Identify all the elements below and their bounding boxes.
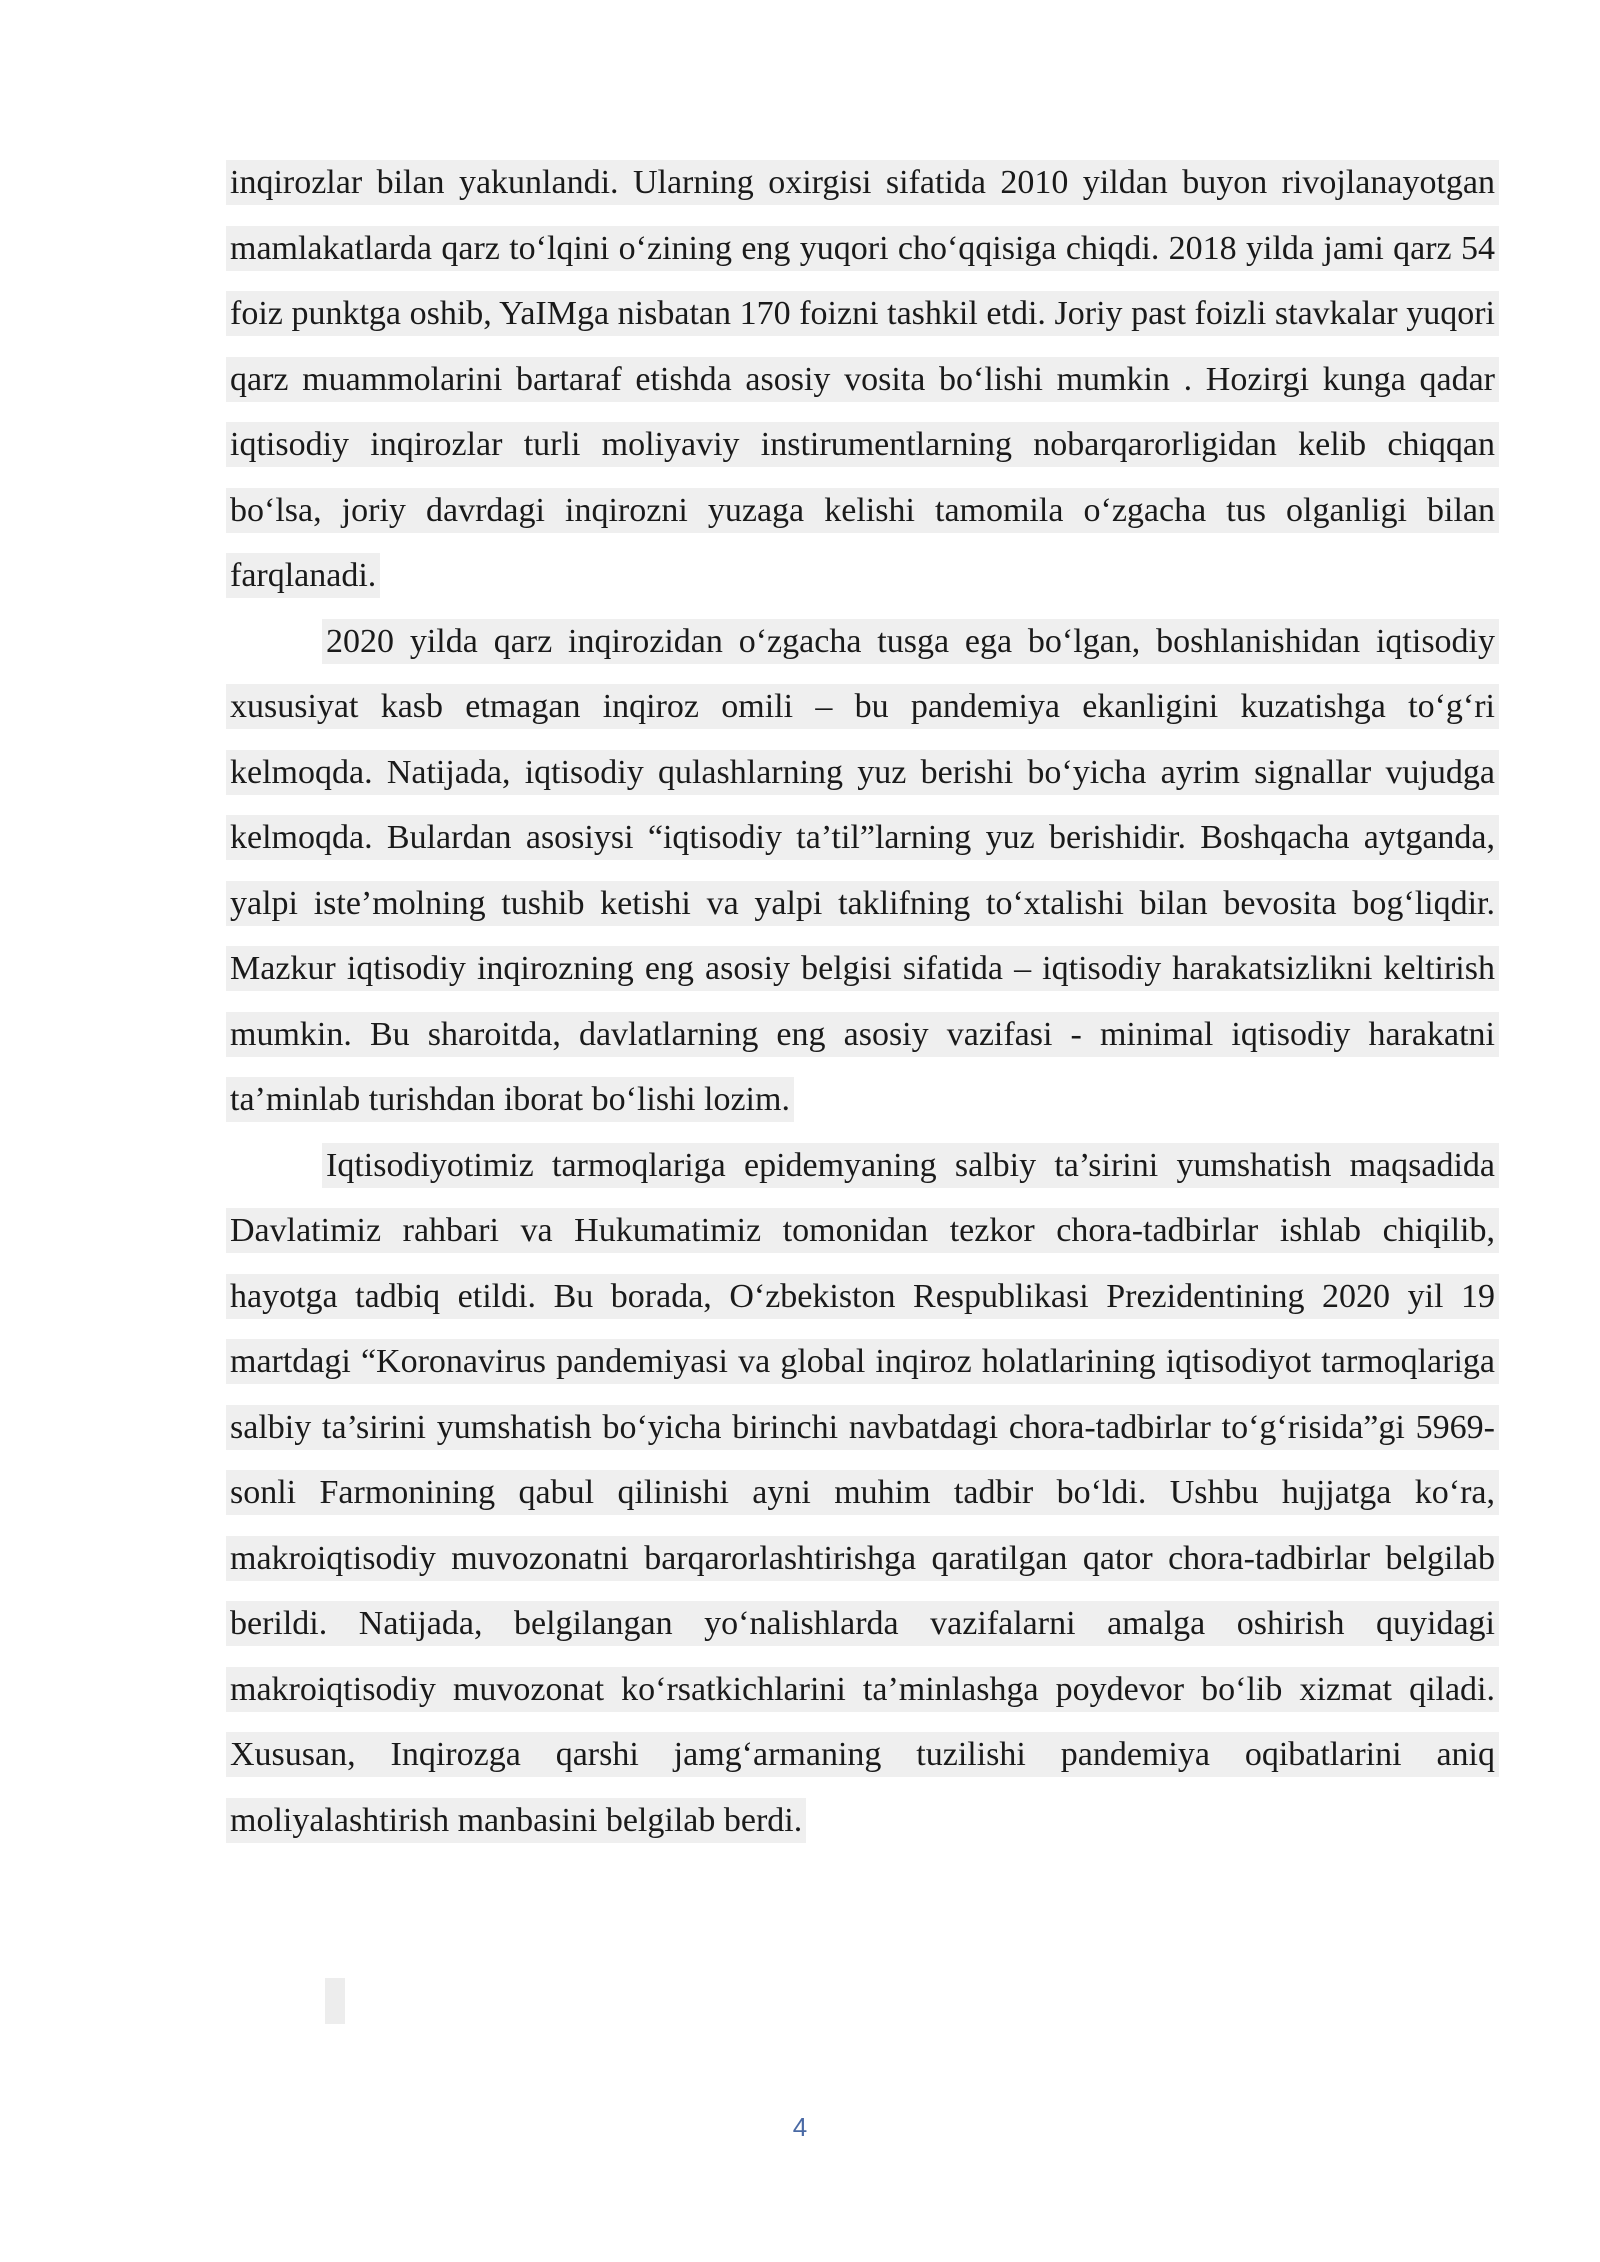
- paragraph-1: [230, 150, 1495, 609]
- paragraph-1-text: inqirozlar bilan yakunlandi. Ularning oxirgisi sifatida 2010 yildan buyon rivojlanayotgan mamlakatlarda qarz toʻlqini oʻzining eng yuqori choʻqqisiga chiqdi. 2018 yilda jami qarz 54 foiz punktga oshib, YaIMga nisbatan 170 foizni tashkil etdi. Joriy past foizli stavkalar yuqori qarz muammolarini bartaraf etishda asosiy vosita boʻlishi mumkin . Hozirgi kunga qadar iqtisodiy inqirozlar turli moliyaviy instirumentlarning nobarqarorligidan kelib chiqqan boʻlsa, joriy davrdagi inqirozni yuzaga kelishi tamomila oʻzgacha tus olganligi bilan farqlanadi.: [230, 164, 1495, 594]
- paragraph-2: [230, 609, 1495, 1133]
- body-text: [230, 150, 1495, 1853]
- empty-line-highlight: [325, 1978, 345, 2024]
- paragraph-2-text: 2020 yilda qarz inqirozidan oʻzgacha tusga ega boʻlgan, boshlanishidan iqtisodiy xususiyat kasb etmagan inqiroz omili – bu pandemiya ekanligini kuzatishga toʻgʻri kelmoqda. Natijada, iqtisodiy qulashlarning yuz berishi boʻyicha ayrim signallar vujudga kelmoqda. Bulardan asosiysi “iqtisodiy ta’til”larning yuz berishidir. Boshqacha aytganda, yalpi iste’molning tushib ketishi va yalpi taklifning toʻxtalishi bilan bevosita bogʻliqdir. Mazkur iqtisodiy inqirozning eng asosiy belgisi sifatida – iqtisodiy harakatsizlikni keltirish mumkin. Bu sharoitda, davlatlarning eng asosiy vazifasi - minimal iqtisodiy harakatni ta’minlab turishdan iborat boʻlishi lozim.: [230, 622, 1495, 1118]
- paragraph-3: [230, 1133, 1495, 1854]
- paragraph-3-text: Iqtisodiyotimiz tarmoqlariga epidemyaning salbiy ta’sirini yumshatish maqsadida Davlatimiz rahbari va Hukumatimiz tomonidan tezkor chora-tadbirlar ishlab chiqilib, hayotga tadbiq etildi. Bu borada, Oʻzbekiston Respublikasi Prezidentining 2020 yil 19 martdagi “Koronavirus pandemiyasi va global inqiroz holatlarining iqtisodiyot tarmoqlariga salbiy ta’sirini yumshatish boʻyicha birinchi navbatdagi chora-tadbirlar toʻgʻrisida”gi 5969-sonli Farmonining qabul qilinishi ayni muhim tadbir boʻldi. Ushbu hujjatga koʻra, makroiqtisodiy muvozonatni barqarorlashtirishga qaratilgan qator chora-tadbirlar belgilab berildi. Natijada, belgilangan yoʻnalishlarda vazifalarni amalga oshirish quyidagi makroiqtisodiy muvozonat koʻrsatkichlarini ta’minlashga poydevor boʻlib xizmat qiladi. Xususan, Inqirozga qarshi jamgʻarmaning tuzilishi pandemiya oqibatlarini aniq moliyalashtirish manbasini belgilab berdi.: [230, 1146, 1495, 1839]
- page-number: 4: [792, 2112, 808, 2142]
